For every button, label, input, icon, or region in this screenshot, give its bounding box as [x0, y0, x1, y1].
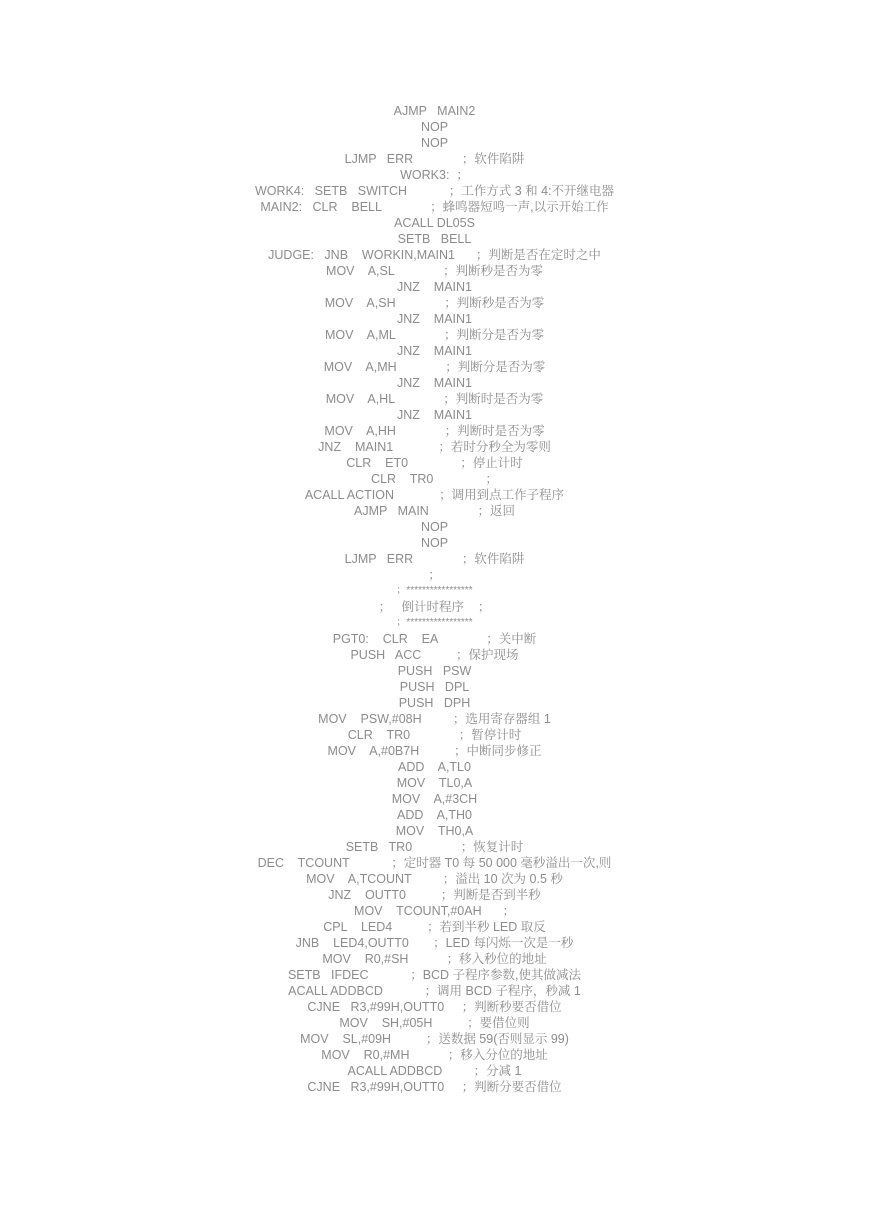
code-line: ADD A,TH0	[396, 808, 473, 822]
code-line: JNZ MAIN1	[396, 344, 472, 358]
code-line: PGT0: CLR EA ；关中断	[332, 632, 537, 646]
code-line: NOP	[420, 520, 449, 534]
code-line: AJMP MAIN2	[393, 104, 476, 118]
code-line: ACALL ADDBCD ；调用 BCD 子程序，秒减 1	[288, 984, 581, 998]
code-line: ADD A,TL0	[398, 760, 471, 774]
code-line: NOP	[420, 536, 449, 550]
code-line: SETB BELL	[397, 232, 472, 246]
code-line: MOV TCOUNT,#0AH ；	[354, 904, 515, 918]
code-line: CJNE R3,#99H,OUTT0 ；判断秒要否借位	[307, 1000, 562, 1014]
code-line: JUDGE: JNB WORKIN,MAIN1 ；判断是否在定时之中	[268, 248, 601, 262]
code-line: SETB IFDEC ；BCD 子程序参数,使其做减法	[287, 968, 582, 982]
code-line: ；	[428, 568, 441, 582]
assembly-code-listing	[0, 103, 869, 1095]
code-line: JNZ MAIN1	[396, 312, 472, 326]
code-line: ACALL DL05S	[394, 216, 475, 230]
code-line: CLR TR0 ；	[371, 472, 498, 486]
code-line: JNZ MAIN1	[396, 408, 472, 422]
code-line: LJMP ERR ；软件陷阱	[344, 152, 525, 166]
code-line: WORK3: ；	[400, 168, 469, 182]
code-line: MOV R0,#MH ；移入分位的地址	[321, 1048, 548, 1062]
code-line: JNB LED4,OUTT0 ；LED 每闪烁一次是一秒	[295, 936, 574, 950]
code-line: MOV A,SH ；判断秒是否为零	[324, 296, 545, 310]
code-line: CLR ET0 ；停止计时	[346, 456, 523, 470]
code-line: MOV SL,#09H ；送数据 59(否则显示 99)	[300, 1032, 569, 1046]
code-line: JNZ MAIN1	[396, 280, 472, 294]
code-line: DEC TCOUNT ；定时器 T0 每 50 000 毫秒溢出一次,则	[257, 856, 612, 870]
code-line: MAIN2: CLR BELL ；蜂鸣器短鸣一声,以示开始工作	[260, 200, 609, 214]
code-line: CLR TR0 ；暂停计时	[347, 728, 522, 742]
comment-separator: ；*****************	[396, 617, 473, 628]
code-line: MOV A,HL ；判断时是否为零	[325, 392, 544, 406]
code-line: MOV A,TCOUNT ；溢出 10 次为 0.5 秒	[306, 872, 563, 886]
code-line: MOV TL0,A	[396, 776, 473, 790]
code-line: MOV TH0,A	[395, 824, 474, 838]
code-line: PUSH DPH	[398, 696, 471, 710]
code-line: MOV A,#3CH	[391, 792, 478, 806]
comment-separator: ；*****************	[396, 585, 473, 596]
code-line: MOV SH,#05H ；要借位则	[339, 1016, 530, 1030]
code-line: AJMP MAIN ；返回	[354, 504, 515, 518]
code-line: PUSH ACC ；保护现场	[350, 648, 519, 662]
code-line: CPL LED4 ；若到半秒 LED 取反	[323, 920, 546, 934]
code-line: MOV A,SL ；判断秒是否为零	[326, 264, 543, 278]
code-line: CJNE R3,#99H,OUTT0 ；判断分要否借位	[307, 1080, 562, 1094]
code-line: MOV R0,#SH ；移入秒位的地址	[322, 952, 547, 966]
code-line: SETB TR0 ；恢复计时	[345, 840, 524, 854]
code-line: JNZ MAIN1	[396, 376, 472, 390]
code-line: MOV A,ML ；判断分是否为零	[324, 328, 544, 342]
code-line: PUSH PSW	[397, 664, 472, 678]
code-line: NOP	[420, 136, 449, 150]
code-line: ACALL ADDBCD ；分减 1	[347, 1064, 522, 1078]
code-line: MOV A,#0B7H ；中断同步修正	[327, 744, 542, 758]
code-line: MOV A,MH ；判断分是否为零	[323, 360, 546, 374]
code-line: WORK4: SETB SWITCH ；工作方式 3 和 4:不开继电器	[254, 184, 615, 198]
code-line: MOV PSW,#08H ；选用寄存器组 1	[318, 712, 551, 726]
section-heading: ； 倒计时程序 ；	[378, 600, 491, 614]
code-line: JNZ MAIN1 ；若时分秒全为零则	[318, 440, 551, 454]
code-line: NOP	[420, 120, 449, 134]
code-line: PUSH DPL	[399, 680, 470, 694]
code-line: MOV A,HH ；判断时是否为零	[324, 424, 545, 438]
code-line: ACALL ACTION ；调用到点工作子程序	[304, 488, 565, 502]
code-line: JNZ OUTT0 ；判断是否到半秒	[328, 888, 541, 902]
code-line: LJMP ERR ；软件陷阱	[344, 552, 525, 566]
